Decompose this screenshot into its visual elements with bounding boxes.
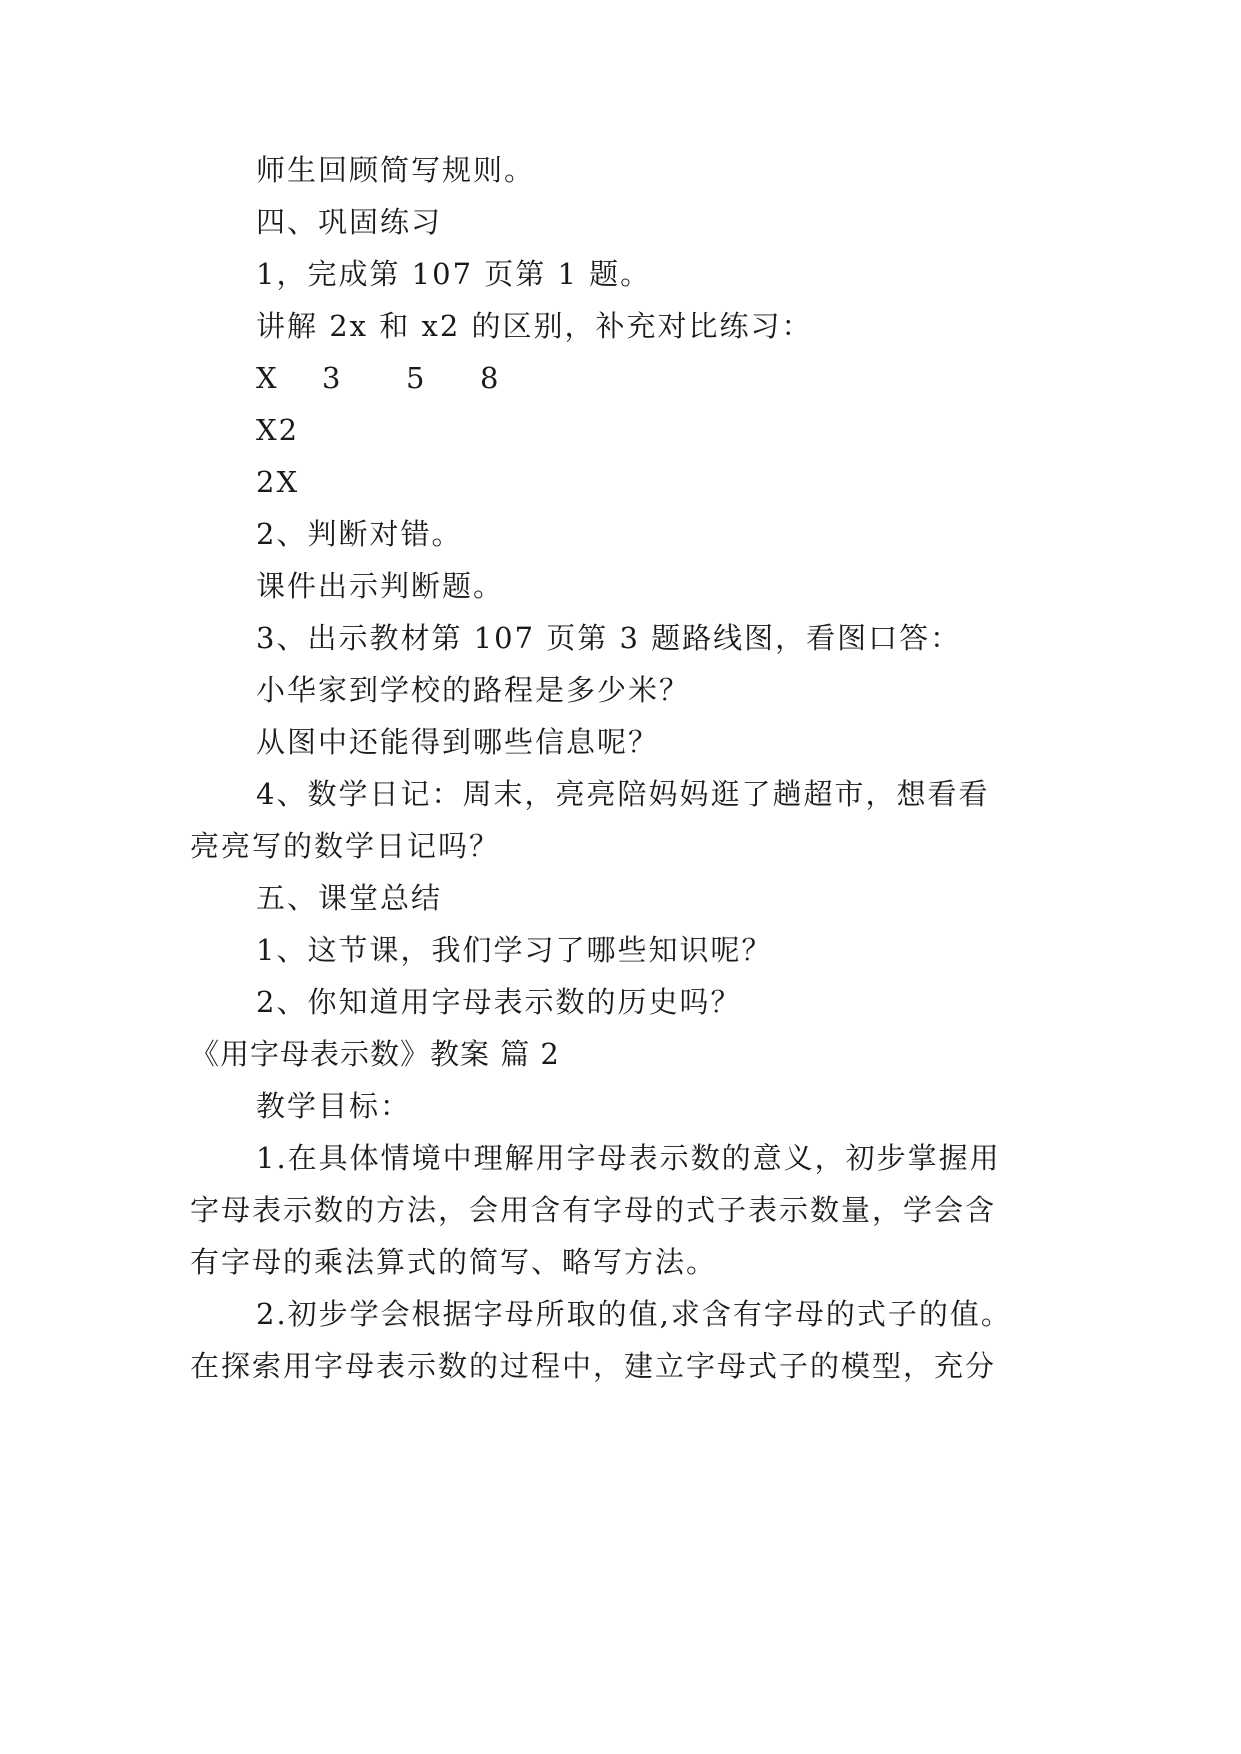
text-line: 2.初步学会根据字母所取的值,求含有字母的式子的值。 xyxy=(256,1297,1012,1331)
table-row-label: X xyxy=(256,361,279,395)
document-title: 《用字母表示数》教案 篇 2 xyxy=(190,1037,560,1071)
exercise-table-row xyxy=(256,358,500,398)
text-line: 4、数学日记：周末，亮亮陪妈妈逛了趟超市，想看看 xyxy=(256,777,990,811)
text-line: 1、这节课，我们学习了哪些知识呢？ xyxy=(256,933,773,967)
text-line: 2X xyxy=(256,465,300,499)
table-cell: 3 xyxy=(322,361,343,395)
section-heading: 四、巩固练习 xyxy=(256,205,443,239)
text-line: 2、你知道用字母表示数的历史吗？ xyxy=(256,985,742,1019)
text-line: 讲解 2x 和 x2 的区别，补充对比练习： xyxy=(256,309,813,343)
text-line: 师生回顾简写规则。 xyxy=(256,153,536,187)
text-line: 字母表示数的方法，会用含有字母的式子表示数量，学会含 xyxy=(190,1193,997,1227)
text-line: 亮亮写的数学日记吗？ xyxy=(190,829,501,863)
section-heading: 五、课堂总结 xyxy=(256,881,443,915)
section-heading: 教学目标： xyxy=(256,1089,412,1123)
text-line: 有字母的乘法算式的简写、略写方法。 xyxy=(190,1245,718,1279)
text-line: 从图中还能得到哪些信息呢？ xyxy=(256,725,660,759)
table-cell: 8 xyxy=(480,361,501,395)
text-line: 在探索用字母表示数的过程中，建立字母式子的模型，充分 xyxy=(190,1349,997,1383)
text-line: 课件出示判断题。 xyxy=(256,569,505,603)
text-line: 2、判断对错。 xyxy=(256,517,463,551)
text-line: 小华家到学校的路程是多少米？ xyxy=(256,673,691,707)
text-line: 1，完成第 107 页第 1 题。 xyxy=(256,257,652,291)
text-line: 1.在具体情境中理解用字母表示数的意义，初步掌握用 xyxy=(256,1141,1001,1175)
text-line: 3、出示教材第 107 页第 3 题路线图，看图口答： xyxy=(256,621,962,655)
table-cell: 5 xyxy=(406,361,427,395)
text-line: X2 xyxy=(256,413,300,447)
